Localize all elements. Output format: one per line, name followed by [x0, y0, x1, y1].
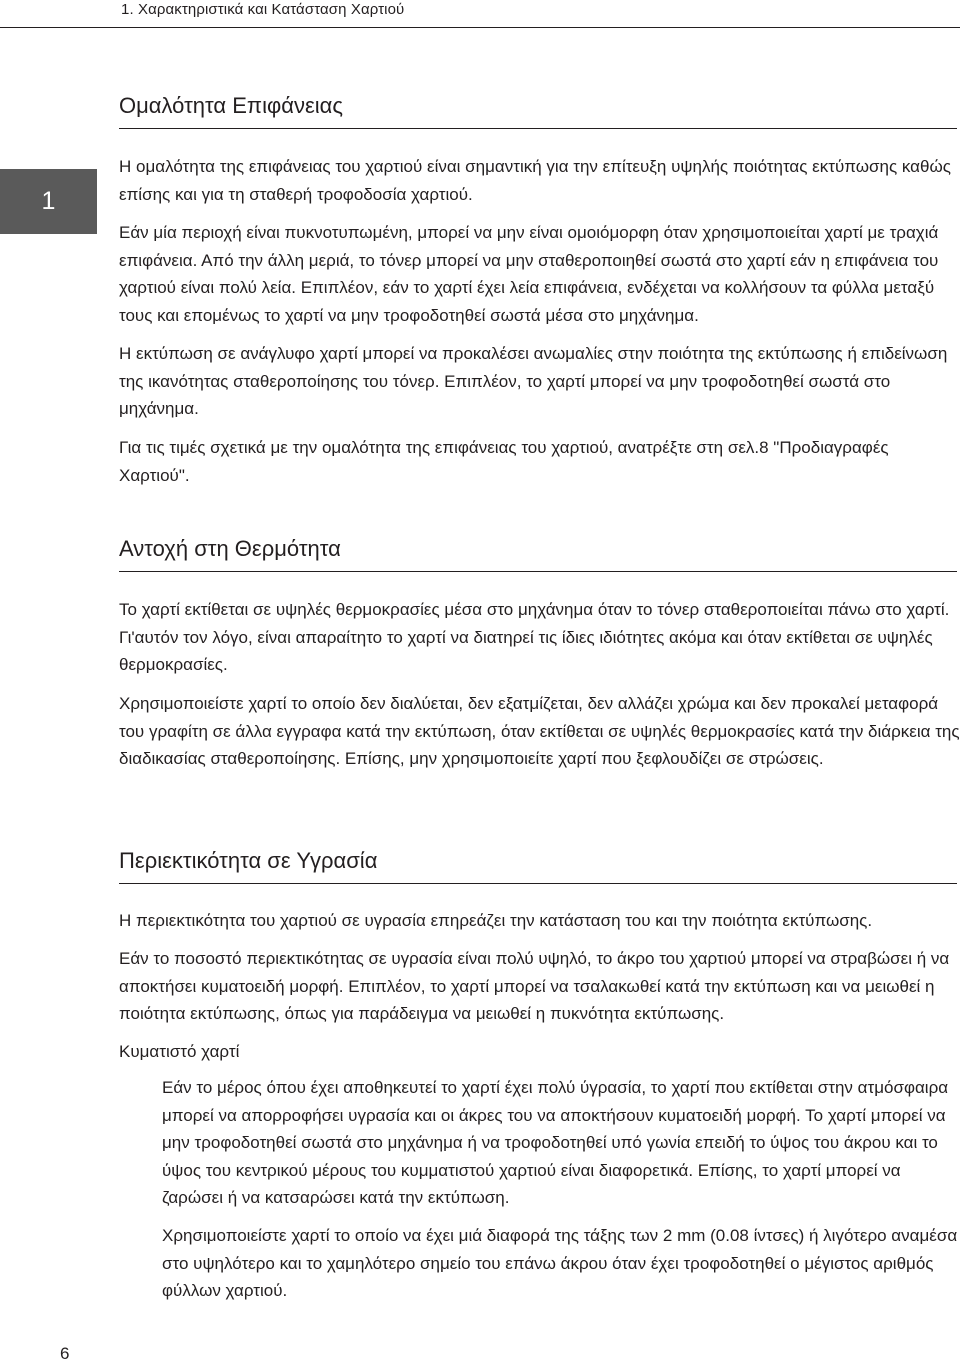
paragraph: Η εκτύπωση σε ανάγλυφο χαρτί μπορεί να προκαλέσει ανωμαλίες στην ποιότητα της εκτύπωσης ή επιδείνωση της ικανότητας σταθεροποίησης του τόνερ. Επιπλέον, το χαρτί μπορεί να μην τροφοδοτηθεί σωστά στο μηχάνημα.	[119, 344, 948, 418]
paragraph: Εάν το μέρος όπου έχει αποθηκευτεί το χαρτί έχει πολύ ύγρασία, το χαρτί που εκτίθεται στην ατμόσφαιρα μπορεί να απορροφήσει υγρασία και οι άκρες του να αποκτήσουν κυματοειδή μορφή. Το χαρτί μπορεί να μην τροφοδοτηθεί σωστά στο μηχάνημα ή να τροφοδοτηθεί υπό γωνία επειδή το ύψος του άκρου και το ύψος του κεντρικού μέρους του κυμματιστού χαρτιού είναι διαφορετικά. Επίσης, το χαρτί μπορεί να ζαρώσει ή να κατσαρώσει κατά την εκτύπωση.	[162, 1078, 949, 1207]
chapter-tab: 1	[0, 169, 97, 234]
section-title-heat-resistance: Αντοχή στη Θερμότητα	[119, 536, 957, 572]
chapter-header: 1. Χαρακτηριστικά και Κατάσταση Χαρτιού	[121, 1, 405, 18]
section-title-surface-smoothness: Ομαλότητα Επιφάνειας	[119, 93, 957, 129]
page-number: 6	[60, 1344, 70, 1363]
paragraph: Εάν το ποσοστό περιεκτικότητας σε υγρασία είναι πολύ υψηλό, το άκρο του χαρτιού μπορεί να στραβώσει ή να αποκτήσει κυματοειδή μορφή. Επιπλέον, το χαρτί μπορεί να τσαλακωθεί κατά την εκτύπωση και να μειωθεί η ποιότητα εκτύπωσης, όπως για παράδειγμα να μειωθεί η πυκνότητα εκτύπωσης.	[119, 949, 950, 1023]
header-divider	[0, 27, 960, 28]
paragraph: Χρησιμοποιείστε χαρτί το οποίο να έχει μιά διαφορά της τάξης των 2 mm (0.08 ίντσες) ή λιγότερο αναμέσα στο υψηλότερο και το χαμηλότερο σημείο του επάνω άκρου όταν έχει τροφοδοτηθεί ο μέγιστος αριθμός φύλλων χαρτιού.	[162, 1226, 958, 1300]
paragraph: Η περιεκτικότητα του χαρτιού σε υγρασία επηρεάζει την κατάσταση του και την ποιότητα εκτύπωσης.	[119, 911, 873, 930]
paragraph: Το χαρτί εκτίθεται σε υψηλές θερμοκρασίες μέσα στο μηχάνημα όταν το τόνερ σταθεροποιείται πάνω στο χαρτί. Γι'αυτόν τον λόγο, είναι απαραίτητο το χαρτί να διατηρεί τις ίδιες ιδιότητες ακόμα και όταν εκτίθεται σε υψηλές θερμοκρασίες.	[119, 600, 950, 674]
paragraph: Χρησιμοποιείστε χαρτί το οποίο δεν διαλύεται, δεν εξατμίζεται, δεν αλλάζει χρώμα και δεν προκαλεί μεταφορά του γραφίτη σε άλλα εγγραφα κατά την εκτύπωση, όταν εκτίθεται σε υψηλές θερμοκρασίες κατά την διάρκεια της διαδικασίας σταθεροποίησης. Επίσης, μην χρησιμοποιείτε χαρτί που ξεφλουδίζει σε στρώσεις.	[119, 694, 960, 768]
paragraph: Για τις τιμές σχετικά με την ομαλότητα της επιφάνειας του χαρτιού, ανατρέξτε στη σελ.8 "Προδιαγραφές Χαρτιού".	[119, 438, 889, 485]
subsection-title-curled-paper: Κυματιστό χαρτί	[119, 1042, 240, 1061]
paragraph: Η ομαλότητα της επιφάνειας του χαρτιού είναι σημαντική για την επίτευξη υψηλής ποιότητας εκτύπωσης καθώς επίσης και για τη σταθερή τροφοδοσία χαρτιού.	[119, 157, 951, 204]
paragraph: Εάν μία περιοχή είναι πυκνοτυπωμένη, μπορεί να μην είναι ομοιόμορφη όταν χρησιμοποιείται χαρτί με τραχιά επιφάνεια. Από την άλλη μεριά, το τόνερ μπορεί να μην σταθεροποιηθεί σωστά στο χαρτί εάν η επιφάνεια του χαρτιού είναι πολύ λεία. Επιπλέον, εάν το χαρτί έχει λεία επιφάνεια, ενδέχεται να κολλήσουν τα φύλλα μεταξύ τους και επομένως το χαρτί να μην τροφοδοτηθεί σωστά μέσα στο μηχάνημα.	[119, 223, 939, 325]
section-title-moisture-content: Περιεκτικότητα σε Υγρασία	[119, 848, 957, 884]
